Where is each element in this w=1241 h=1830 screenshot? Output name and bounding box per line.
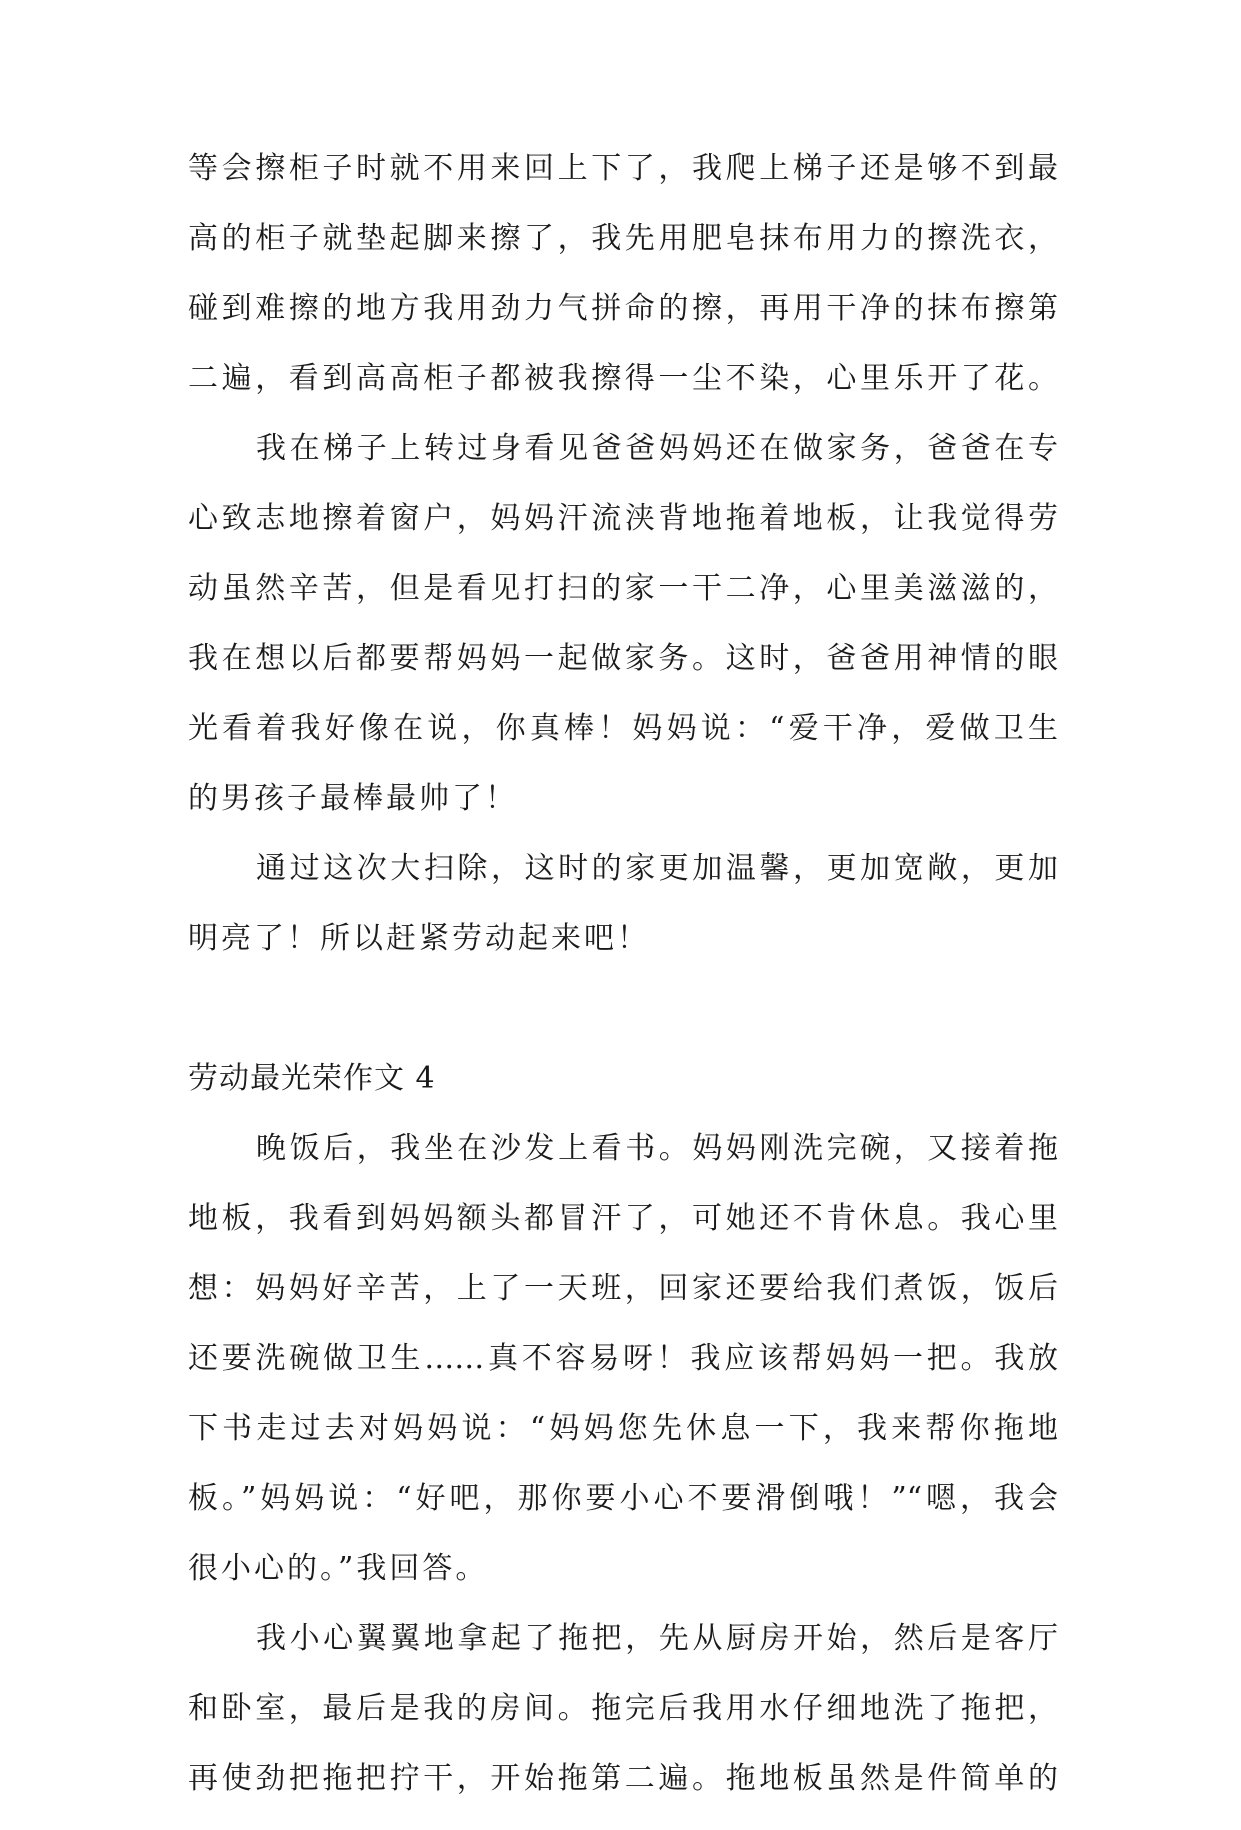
section-title: 劳动最光荣作文 4 xyxy=(188,1061,436,1096)
text-line: 的男孩子最棒最帅了！ xyxy=(188,781,518,816)
section-paragraph-1 xyxy=(188,1130,1058,1620)
text-line: 晚饭后，我坐在沙发上看书。妈妈刚洗完碗，又接着拖 xyxy=(256,1131,1058,1166)
text-line: 地板，我看到妈妈额头都冒汗了，可她还不肯休息。我心里 xyxy=(188,1201,1058,1236)
text-line: 通过这次大扫除，这时的家更加温馨，更加宽敞，更加 xyxy=(256,851,1058,886)
text-line: 光看着我好像在说，你真棒！妈妈说：“爱干净，爱做卫生 xyxy=(188,711,1058,746)
text-line: 我小心翼翼地拿起了拖把，先从厨房开始，然后是客厅 xyxy=(256,1621,1058,1656)
text-line: 动虽然辛苦，但是看见打扫的家一干二净，心里美滋滋的， xyxy=(188,571,1058,606)
text-line: 心致志地擦着窗户，妈妈汗流浃背地拖着地板，让我觉得劳 xyxy=(188,501,1058,536)
text-line: 我在梯子上转过身看见爸爸妈妈还在做家务，爸爸在专 xyxy=(256,431,1058,466)
spacer xyxy=(188,990,1058,1060)
text-line: 很小心的。”我回答。 xyxy=(188,1551,489,1586)
section-paragraph-2 xyxy=(188,1620,1058,1830)
text-line: 碰到难擦的地方我用劲力气拼命的擦，再用干净的抹布擦第 xyxy=(188,291,1058,326)
text-line: 和卧室，最后是我的房间。拖完后我用水仔细地洗了拖把， xyxy=(188,1691,1058,1726)
text-line: 还要洗碗做卫生……真不容易呀！我应该帮妈妈一把。我放 xyxy=(188,1341,1058,1376)
text-line: 我在想以后都要帮妈妈一起做家务。这时，爸爸用神情的眼 xyxy=(188,641,1058,676)
text-line: 二遍，看到高高柜子都被我擦得一尘不染，心里乐开了花。 xyxy=(188,361,1058,396)
paragraph-2 xyxy=(188,430,1058,850)
document-page xyxy=(188,150,1058,1830)
paragraph-1 xyxy=(188,150,1058,430)
text-line: 高的柜子就垫起脚来擦了，我先用肥皂抹布用力的擦洗衣， xyxy=(188,221,1058,256)
text-line: 等会擦柜子时就不用来回上下了，我爬上梯子还是够不到最 xyxy=(188,151,1058,186)
text-line: 想：妈妈好辛苦，上了一天班，回家还要给我们煮饭，饭后 xyxy=(188,1271,1058,1306)
text-line: 明亮了！所以赶紧劳动起来吧！ xyxy=(188,921,650,956)
text-line: 下书走过去对妈妈说：“妈妈您先休息一下，我来帮你拖地 xyxy=(188,1411,1058,1446)
text-line: 板。”妈妈说：“好吧，那你要小心不要滑倒哦！”“嗯，我会 xyxy=(188,1481,1058,1516)
paragraph-3 xyxy=(188,850,1058,990)
text-line: 再使劲把拖把拧干，开始拖第二遍。拖地板虽然是件简单的 xyxy=(188,1761,1058,1796)
